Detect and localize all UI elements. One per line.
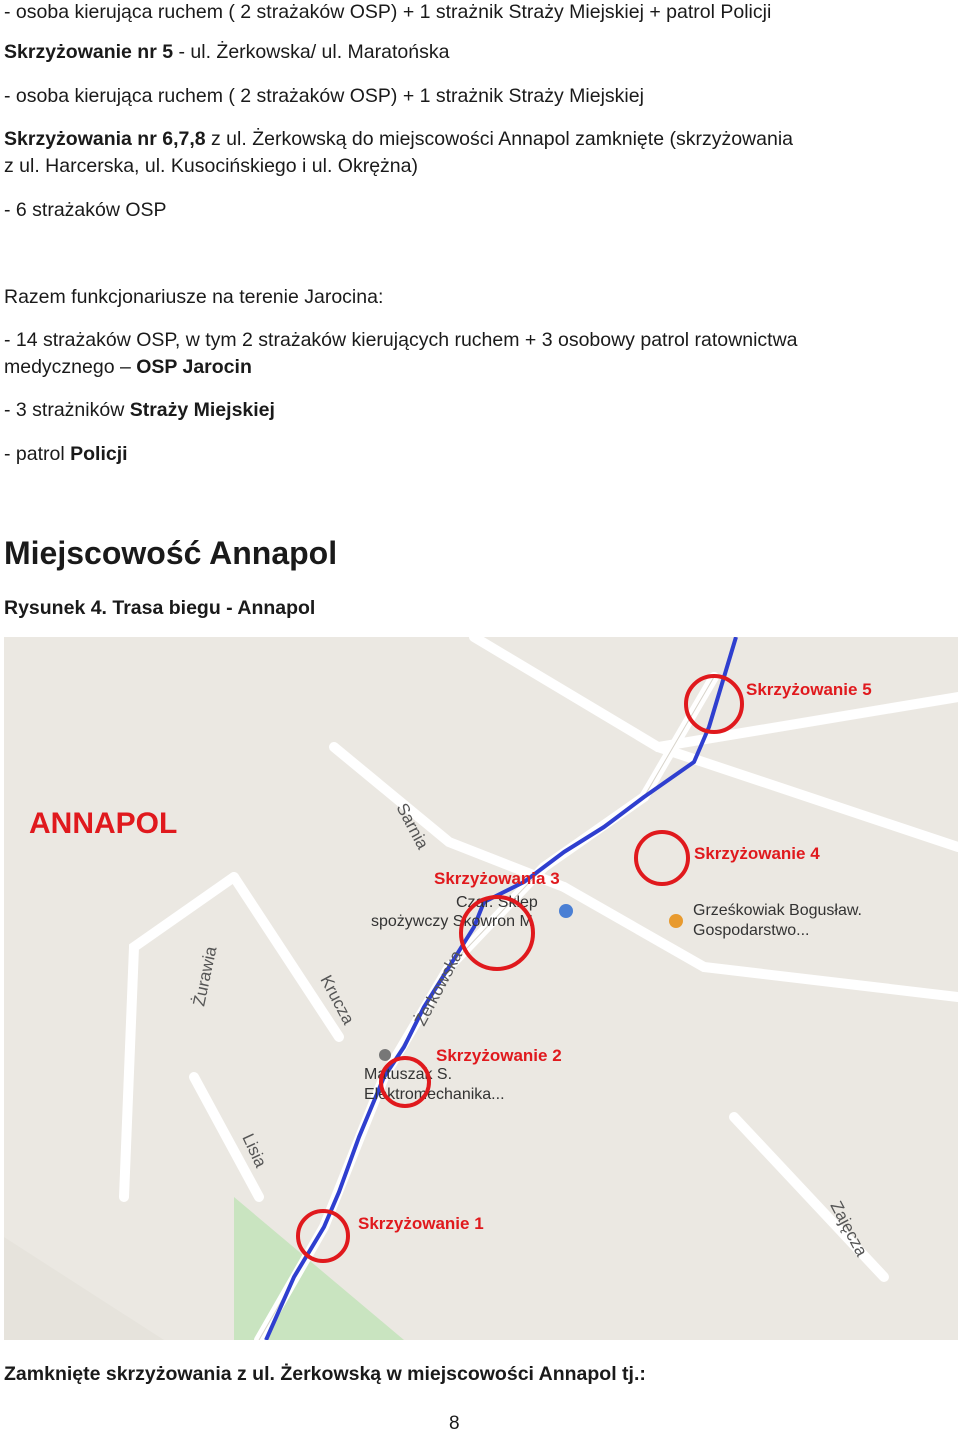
poi-label-shop-1: Czar. Sklep xyxy=(456,894,538,911)
text-line-1: - osoba kierująca ruchem ( 2 strażaków OSP) + 1 strażnik Straży Miejskiej + patrol Policji xyxy=(4,1,772,23)
map-background xyxy=(4,637,958,1340)
text-line-2: Skrzyżowanie nr 5 - ul. Żerkowska/ ul. Maratońska xyxy=(4,41,450,63)
text-line-5: z ul. Harcerska, ul. Kusocińskiego i ul. Okrężna) xyxy=(4,155,418,177)
text-line-8: - 14 strażaków OSP, w tym 2 strażaków kierujących ruchem + 3 osobowy patrol ratownictwa xyxy=(4,329,798,351)
text-line-9: medycznego – OSP Jarocin xyxy=(4,356,252,378)
poi-label-matuszak-1: Matuszak S. xyxy=(364,1066,453,1083)
poi-label-farm-2: Gospodarstwo... xyxy=(693,922,810,939)
text-line-4: Skrzyżowania nr 6,7,8 z ul. Żerkowską do miejscowości Annapol zamknięte (skrzyżowania xyxy=(4,128,793,150)
poi-label-shop-2: spożywczy Skowron M xyxy=(371,913,533,930)
text-line-6: - 6 strażaków OSP xyxy=(4,199,167,221)
poi-label-farm-1: Grześkowiak Bogusław. xyxy=(693,902,862,919)
restaurant-icon xyxy=(669,914,683,928)
text-line-3: - osoba kierująca ruchem ( 2 strażaków OSP) + 1 strażnik Straży Miejskiej xyxy=(4,85,644,107)
text-line-7: Razem funkcjonariusze na terenie Jarocina: xyxy=(4,286,384,308)
intersection-label-4: Skrzyżowanie 4 xyxy=(694,844,820,863)
route-map xyxy=(4,637,958,1340)
figure-caption: Rysunek 4. Trasa biegu - Annapol xyxy=(4,597,316,619)
section-heading: Miejscowość Annapol xyxy=(4,535,338,571)
bottom-text: Zamknięte skrzyżowania z ul. Żerkowską w miejscowości Annapol tj.: xyxy=(4,1363,646,1385)
poi-label-matuszak-2: Elektromechanika... xyxy=(364,1086,505,1103)
street-label-lisia: Lisia xyxy=(238,1130,271,1171)
street-label-zerkowska: Żerkowska xyxy=(410,947,467,1029)
intersection-label-3: Skrzyżowania 3 xyxy=(434,869,560,888)
intersection-label-1: Skrzyżowanie 1 xyxy=(358,1214,484,1233)
page-number: 8 xyxy=(449,1413,460,1434)
map-place-label: ANNAPOL xyxy=(29,807,178,840)
marker-icon xyxy=(379,1049,391,1061)
intersection-label-2: Skrzyżowanie 2 xyxy=(436,1046,562,1065)
street-label-zurawia: Żurawia xyxy=(189,944,221,1008)
text-line-11: - patrol Policji xyxy=(4,443,128,465)
text-line-10: - 3 strażników Straży Miejskiej xyxy=(4,399,275,421)
street-label-zajecza: Zajęcza xyxy=(826,1197,872,1260)
intersection-label-5: Skrzyżowanie 5 xyxy=(746,680,872,699)
shopping-cart-icon xyxy=(559,904,573,918)
street-label-sarnia: Sarnia xyxy=(392,799,433,853)
street-label-krucza: Krucza xyxy=(316,971,359,1028)
